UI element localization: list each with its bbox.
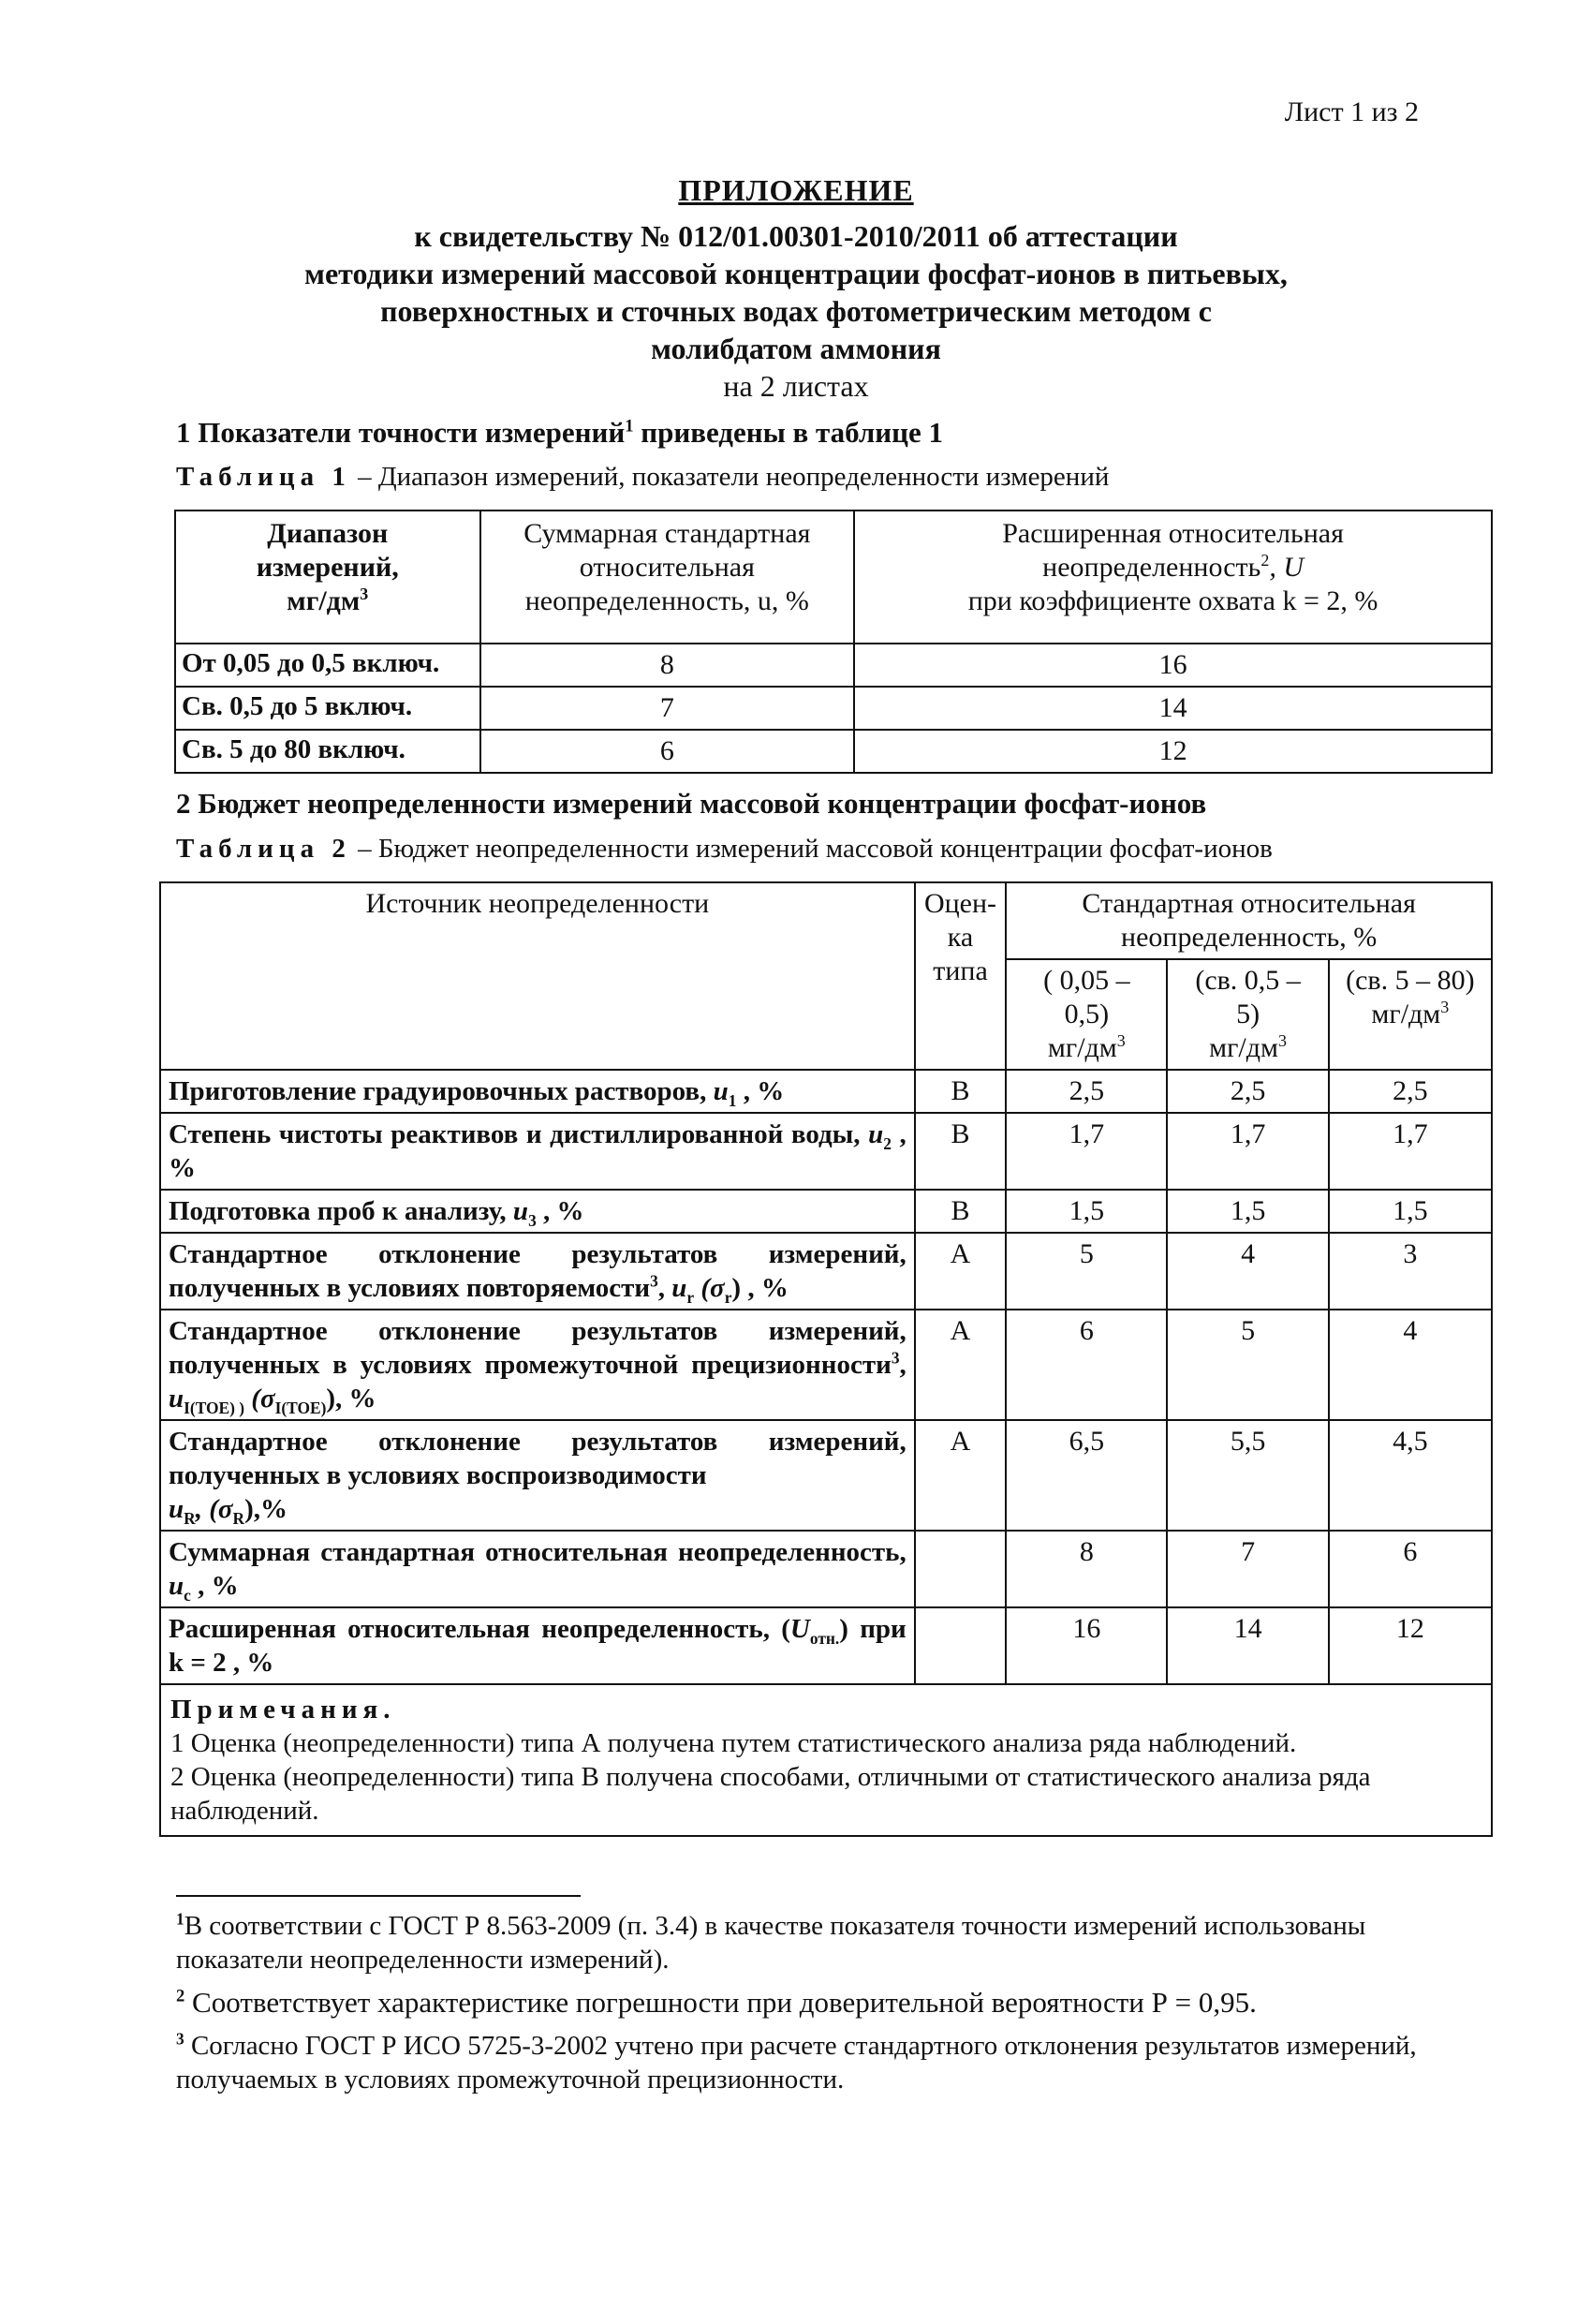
header-std-line-1: Суммарная стандартная — [523, 518, 811, 549]
table-2-source — [160, 1531, 915, 1607]
sub1-unit: мг/дм — [1047, 1032, 1117, 1063]
source-text: Приготовление градуировочных растворов, — [169, 1076, 714, 1106]
subtitle-line-1: к свидетельству № 012/01.00301-2010/2011 об аттестации — [414, 219, 1178, 253]
table-1-caption-text: – Диапазон измерений, показатели неопределенности измерений — [350, 462, 1110, 492]
document-title: ПРИЛОЖЕНИЕ — [678, 173, 914, 207]
subtitle-line-4: молибдатом аммония — [651, 332, 941, 365]
table-1-range: Св. 5 до 80 включ. — [175, 730, 480, 773]
table-1-caption-label: Таблица 1 — [176, 462, 351, 492]
table-2-source — [160, 1420, 915, 1531]
table-2-v2: 14 — [1167, 1607, 1328, 1684]
table-2-source — [160, 1607, 915, 1684]
table-1-range: От 0,05 до 0,5 включ. — [175, 644, 480, 687]
table-1-U: 16 — [854, 644, 1492, 687]
source-sub2: I(TOE) — [274, 1398, 327, 1417]
sub2-line-2: 5) — [1236, 999, 1260, 1029]
table-2-row — [160, 1607, 1492, 1684]
note-1: 1 Оценка (неопределенности) типа А получена путем статистического анализа ряда наблюдений. — [170, 1728, 1297, 1758]
table-2-source — [160, 1070, 915, 1113]
footnote-1-num: 1 — [176, 1909, 184, 1929]
sub1-line-1: ( 0,05 – — [1043, 965, 1130, 996]
table-2 — [159, 881, 1493, 1837]
table-2-header-source: Источник неопределенности — [160, 882, 915, 1070]
header-std-line-3: неопределенность, u, % — [524, 585, 809, 616]
section-1-heading — [176, 416, 943, 450]
header-std2-line-1: Стандартная относительная — [1082, 888, 1416, 919]
footnote-ref-3: 3 — [650, 1271, 658, 1291]
footnote-3-num: 3 — [176, 2029, 184, 2049]
table-2-v2: 4 — [1167, 1233, 1328, 1310]
table-1-row — [175, 644, 1492, 687]
table-2-row — [160, 1113, 1492, 1190]
table-2-source — [160, 1233, 915, 1310]
section-1-heading-tail: приведены в таблице 1 — [633, 416, 944, 449]
table-2-v1: 5 — [1006, 1233, 1167, 1310]
table-2-header-std — [1006, 882, 1492, 959]
table-2-row — [160, 1531, 1492, 1607]
table-2-notes-row — [160, 1684, 1492, 1836]
table-1-U: 14 — [854, 687, 1492, 730]
table-2-header-row-1 — [160, 882, 1492, 959]
source-text: Расширенная относительная неопределенность, ( — [169, 1614, 790, 1644]
sub2-line-3 — [1175, 1031, 1319, 1065]
sub1-unit-sup: 3 — [1116, 1031, 1126, 1050]
source-sub: c — [184, 1585, 191, 1605]
table-2-source — [160, 1113, 915, 1190]
table-2-row — [160, 1233, 1492, 1310]
source-symbol: u — [868, 1119, 884, 1149]
table-2-row — [160, 1420, 1492, 1531]
source-text: Степень чистоты реактивов и дистиллированной воды, — [169, 1119, 869, 1149]
sub3-unit-sup: 3 — [1440, 998, 1450, 1016]
footnote-2-text: Соответствует характеристике погрешности при доверительной вероятности Р = 0,95. — [192, 1986, 1257, 2019]
table-2-v3: 1,7 — [1329, 1113, 1492, 1190]
header-std2-line-2: неопределенность, % — [1121, 922, 1378, 953]
header-range-line-1: Диапазон — [267, 518, 389, 549]
table-1-row — [175, 687, 1492, 730]
footnote-2 — [176, 1986, 1450, 2020]
table-2-v2: 1,7 — [1167, 1113, 1328, 1190]
table-2-v3: 4,5 — [1329, 1420, 1492, 1531]
table-2-type — [915, 1607, 1006, 1684]
table-2-v1: 6 — [1006, 1310, 1167, 1420]
source-sub: отн. — [809, 1628, 840, 1648]
header-range-line-2: измерений, — [256, 552, 399, 583]
sub3-line-1: (св. 5 – 80) — [1346, 965, 1475, 996]
table-2-v2: 2,5 — [1167, 1070, 1328, 1113]
table-2-v1: 1,5 — [1006, 1190, 1167, 1233]
table-2-v1: 8 — [1006, 1531, 1167, 1607]
table-2-v3: 2,5 — [1329, 1070, 1492, 1113]
note-2: 2 Оценка (неопределенности) типа В получена способами, отличными от статистического анализа ряда наблюдений. — [170, 1762, 1371, 1826]
header-type-line-1: Оцен- — [923, 888, 997, 919]
table-1 — [174, 510, 1493, 774]
table-2-type: B — [915, 1070, 1006, 1113]
sub1-line-2: 0,5) — [1064, 999, 1110, 1029]
footnote-3 — [176, 2029, 1450, 2096]
source-symbol: u — [169, 1494, 184, 1524]
table-2-v3: 6 — [1329, 1531, 1492, 1607]
source-tail: ),% — [244, 1494, 287, 1524]
source-tail: , % — [736, 1076, 785, 1106]
footnote-ref-2: 2 — [1260, 551, 1270, 570]
table-1-range: Св. 0,5 до 5 включ. — [175, 687, 480, 730]
source-tail: ) при k = 2 , % — [169, 1614, 907, 1678]
source-sub: 3 — [528, 1210, 537, 1230]
notes-title: Примечания. — [170, 1695, 396, 1724]
table-2-v2: 1,5 — [1167, 1190, 1328, 1233]
table-1-header-std — [480, 511, 855, 644]
table-2-v1: 1,7 — [1006, 1113, 1167, 1190]
table-2-v2: 7 — [1167, 1531, 1328, 1607]
table-1-caption — [176, 462, 1109, 493]
footnote-1 — [176, 1909, 1450, 1976]
table-2-v3: 1,5 — [1329, 1190, 1492, 1233]
source-sub: r — [686, 1287, 695, 1307]
sheet-number: Лист 1 из 2 — [1284, 96, 1419, 127]
table-2-v3: 4 — [1329, 1310, 1492, 1420]
sheets-count: на 2 листах — [723, 369, 869, 403]
table-1-u: 6 — [480, 730, 855, 773]
table-2-type: A — [915, 1420, 1006, 1531]
source-sub: 2 — [883, 1133, 892, 1153]
source-sep: , — [899, 1350, 907, 1380]
table-2-v3: 3 — [1329, 1233, 1492, 1310]
table-2-row — [160, 1310, 1492, 1420]
table-2-v2: 5,5 — [1167, 1420, 1328, 1531]
source-symbol: u — [713, 1076, 729, 1106]
source-sigma: , (σ — [195, 1494, 233, 1524]
table-1-U: 12 — [854, 730, 1492, 773]
sub2-unit-sup: 3 — [1278, 1031, 1288, 1050]
source-sigma: (σ — [244, 1384, 275, 1414]
table-1-row — [175, 730, 1492, 773]
header-exp-symbol: , U — [1269, 552, 1304, 583]
table-2-row — [160, 1190, 1492, 1233]
source-symbol: u — [169, 1571, 184, 1601]
table-1-header-range — [175, 511, 480, 644]
table-2-type: A — [915, 1233, 1006, 1310]
subtitle-line-2: методики измерений массовой концентрации фосфат-ионов в питьевых, — [304, 257, 1288, 290]
footnote-ref-3: 3 — [891, 1348, 900, 1368]
source-symbol: u — [169, 1384, 184, 1414]
footnote-1-text: В соответствии с ГОСТ Р 8.563-2009 (п. 3.4) в качестве показателя точности измерений использованы показатели неопределенности измерений). — [176, 1911, 1366, 1975]
table-2-caption-label: Таблица 2 — [176, 834, 351, 864]
source-sigma: (σ — [694, 1273, 725, 1303]
source-sub: 1 — [728, 1090, 737, 1110]
source-symbol: u — [512, 1196, 529, 1226]
table-2-row — [160, 1070, 1492, 1113]
footnote-ref-1: 1 — [625, 416, 634, 437]
source-sub2: R — [232, 1508, 245, 1528]
table-2-v1: 6,5 — [1006, 1420, 1167, 1531]
table-2-type: B — [915, 1190, 1006, 1233]
source-tail: ), % — [326, 1384, 376, 1414]
header-exp-line-1: Расширенная относительная — [1002, 518, 1344, 549]
source-text: Стандартное отклонение результатов измерений, полученных в условиях промежуточной прецизионности — [169, 1316, 907, 1380]
source-tail: , % — [536, 1196, 584, 1226]
section-1-heading-text: 1 Показатели точности измерений — [176, 416, 626, 449]
source-text: Стандартное отклонение результатов измерений, полученных в условиях воспроизводимости — [169, 1427, 907, 1490]
source-sub2: r — [724, 1287, 732, 1307]
footnote-3-text: Согласно ГОСТ Р ИСО 5725-3-2002 учтено при расчете стандартного отклонения результатов измерений, получаемых в условиях промежуточной прецизионности. — [176, 2031, 1417, 2095]
header-range-unit: мг/дм — [287, 585, 361, 616]
source-tail: ) , % — [731, 1273, 789, 1303]
table-2-subheader-3 — [1329, 959, 1492, 1070]
table-2-caption-text: – Бюджет неопределенности измерений массовой концентрации фосфат-ионов — [350, 834, 1273, 864]
table-2-header-type — [915, 882, 1006, 1070]
header-range-unit-sup: 3 — [360, 585, 369, 603]
table-2-v3: 12 — [1329, 1607, 1492, 1684]
footnote-2-num: 2 — [176, 1986, 185, 2006]
header-std-line-2: относительная — [579, 552, 755, 583]
source-tail: , % — [169, 1119, 907, 1183]
table-2-subheader-1 — [1006, 959, 1167, 1070]
source-symbol: U — [789, 1614, 810, 1644]
table-2-source — [160, 1310, 915, 1420]
table-1-header-row — [175, 511, 1492, 644]
source-tail: , % — [190, 1571, 239, 1601]
table-2-type — [915, 1531, 1006, 1607]
header-type-line-2: ка — [947, 922, 974, 953]
source-sep: , — [657, 1273, 672, 1303]
table-2-source — [160, 1190, 915, 1233]
source-sub: R — [184, 1508, 196, 1528]
source-text: Стандартное отклонение результатов измерений, полученных в условиях повторяемости — [169, 1239, 907, 1303]
header-type-line-3: типа — [933, 955, 988, 986]
document-subtitle — [0, 217, 1592, 405]
table-1-u: 7 — [480, 687, 855, 730]
table-1-header-expanded — [854, 511, 1492, 644]
table-2-v2: 5 — [1167, 1310, 1328, 1420]
table-2-type: B — [915, 1113, 1006, 1190]
sub2-line-1: (св. 0,5 – — [1195, 965, 1301, 996]
table-2-v1: 2,5 — [1006, 1070, 1167, 1113]
header-exp-text: неопределенность — [1042, 552, 1261, 583]
subtitle-line-3: поверхностных и сточных водах фотометрическим методом с — [380, 294, 1212, 328]
source-symbol: u — [671, 1273, 687, 1303]
table-2-type: A — [915, 1310, 1006, 1420]
footnote-divider — [176, 1895, 581, 1897]
header-range-line-3 — [184, 585, 472, 618]
table-1-u: 8 — [480, 644, 855, 687]
sub3-line-2 — [1337, 998, 1483, 1031]
table-2-subheader-2 — [1167, 959, 1328, 1070]
sub1-line-3 — [1014, 1031, 1158, 1065]
source-text: Подготовка проб к анализу, — [169, 1196, 513, 1226]
header-exp-line-2 — [862, 551, 1483, 585]
sub2-unit: мг/дм — [1209, 1032, 1279, 1063]
source-text: Суммарная стандартная относительная неопределенность, — [169, 1537, 907, 1567]
section-2-heading: 2 Бюджет неопределенности измерений массовой концентрации фосфат-ионов — [176, 787, 1207, 820]
table-2-notes — [160, 1684, 1492, 1836]
source-sub: I(TOE) ) — [184, 1398, 245, 1417]
sub3-unit: мг/дм — [1371, 999, 1441, 1029]
table-2-caption — [176, 834, 1273, 865]
header-exp-line-3: при коэффициенте охвата k = 2, % — [967, 585, 1378, 616]
table-2-v1: 16 — [1006, 1607, 1167, 1684]
